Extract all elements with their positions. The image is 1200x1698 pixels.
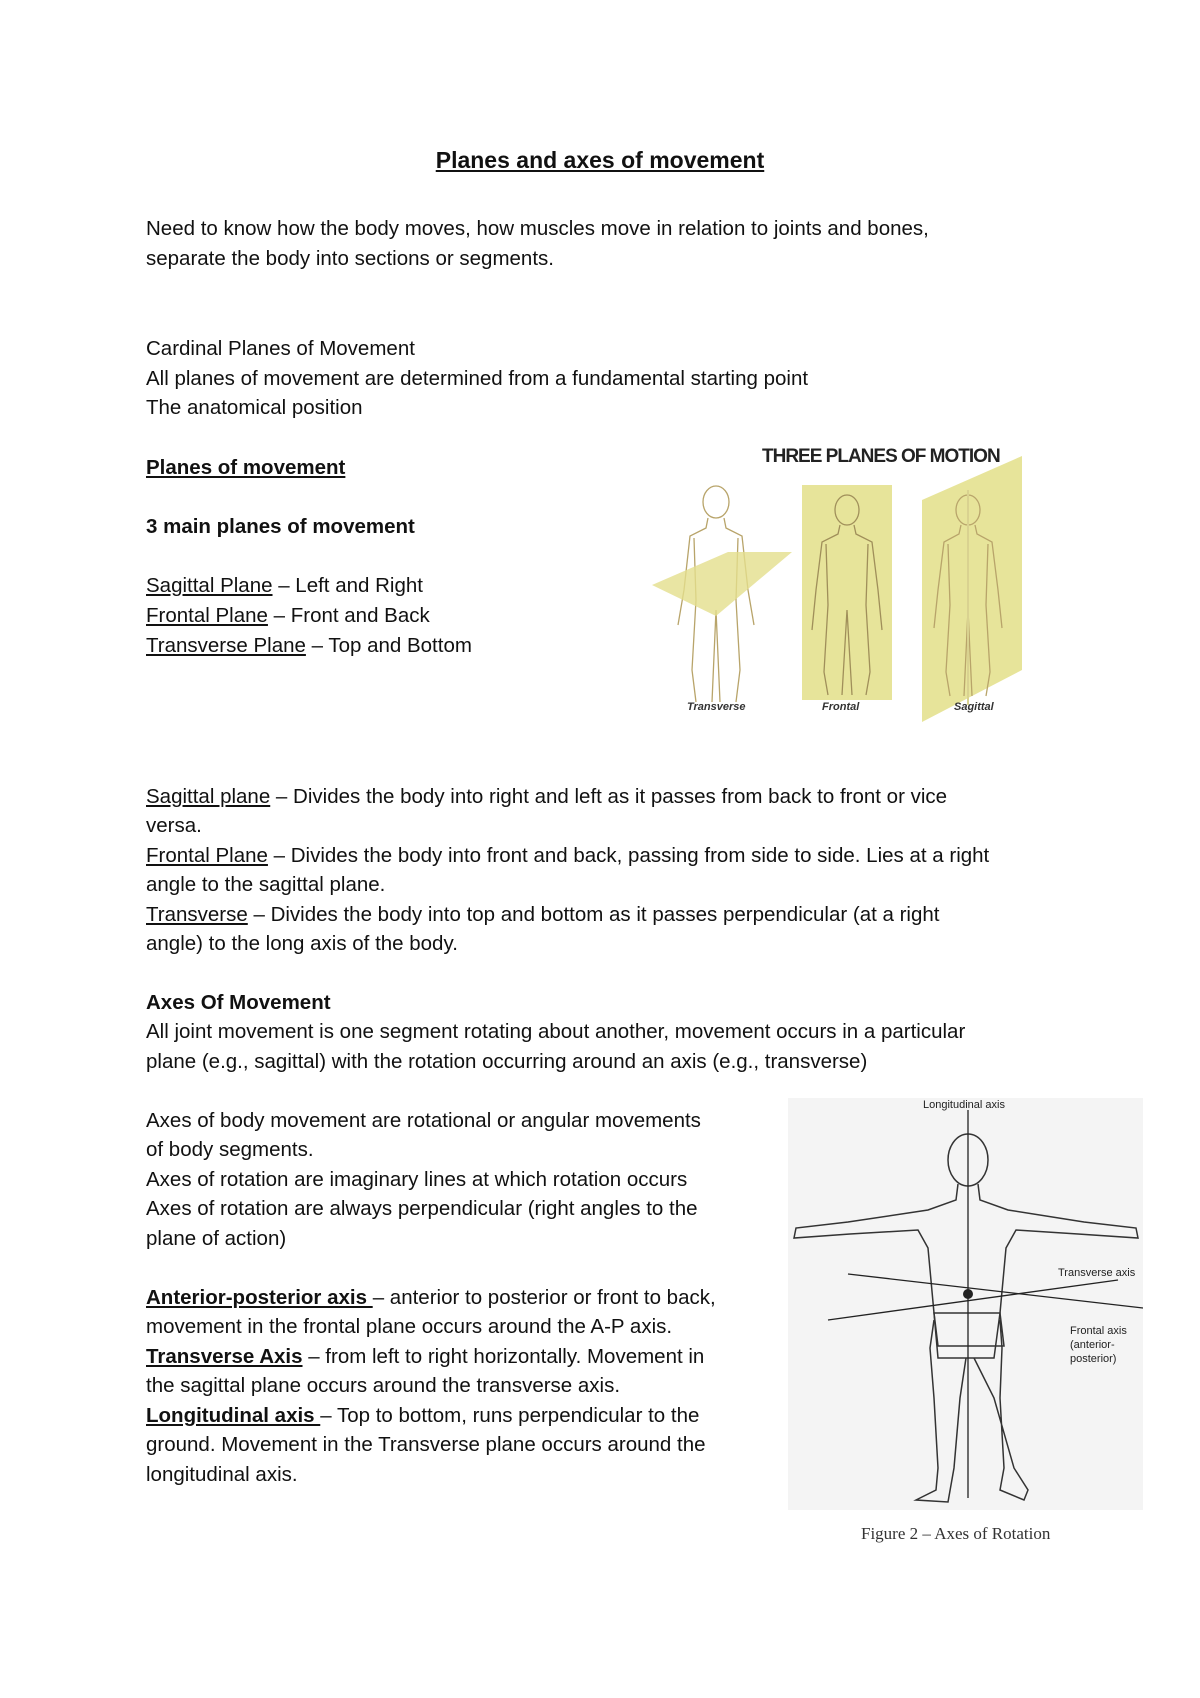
axes-of-rotation-figure	[788, 1098, 1143, 1548]
frontal-label: Frontal	[822, 701, 860, 713]
frontal-axis-label: (anterior-	[1070, 1339, 1115, 1351]
figure1-title: THREE PLANES OF MOTION	[762, 446, 1000, 467]
axis-longitudinal: Longitudinal axis – Top to bottom, runs perpendicular to the	[146, 1404, 700, 1427]
plane-list-item: Transverse Plane – Top and Bottom	[146, 634, 472, 657]
figure2-caption: Figure 2 – Axes of Rotation	[861, 1524, 1051, 1543]
axis-transverse: Transverse Axis – from left to right horizontally. Movement in	[146, 1345, 705, 1368]
definition-sagittal-cont: versa.	[146, 814, 202, 837]
axes-body-line: Axes of body movement are rotational or angular movements	[146, 1109, 701, 1132]
plane-list-item: Sagittal Plane – Left and Right	[146, 574, 423, 597]
planes-subheading: 3 main planes of movement	[146, 515, 415, 538]
longitudinal-axis-label: Longitudinal axis	[923, 1099, 1005, 1111]
three-planes-figure	[652, 440, 1032, 730]
definition-frontal: Frontal Plane – Divides the body into front and back, passing from side to side. Lies at a right	[146, 844, 990, 867]
frontal-axis-label: posterior)	[1070, 1353, 1117, 1365]
definition-transverse: Transverse – Divides the body into top and bottom as it passes perpendicular (at a right	[146, 903, 940, 926]
cardinal-heading: Cardinal Planes of Movement	[146, 337, 415, 360]
axes-body-line: plane of action)	[146, 1227, 287, 1250]
axes-body-line: of body segments.	[146, 1138, 314, 1161]
transverse-axis-label: Transverse axis	[1058, 1267, 1136, 1279]
axes-intro-line-1: All joint movement is one segment rotating about another, movement occurs in a particular	[146, 1020, 966, 1043]
axis-longitudinal-cont: longitudinal axis.	[146, 1463, 298, 1486]
definition-sagittal: Sagittal plane – Divides the body into right and left as it passes from back to front or vice	[146, 785, 948, 808]
sagittal-label: Sagittal	[954, 701, 994, 713]
cardinal-line-2: The anatomical position	[146, 396, 363, 419]
frontal-axis-label: Frontal axis	[1070, 1325, 1127, 1337]
intro-line-2: separate the body into sections or segments.	[146, 247, 554, 270]
intro-line-1: Need to know how the body moves, how muscles move in relation to joints and bones,	[146, 217, 929, 240]
transverse-plane	[652, 552, 792, 616]
definition-frontal-cont: angle to the sagittal plane.	[146, 873, 386, 896]
definition-transverse-cont: angle) to the long axis of the body.	[146, 932, 458, 955]
planes-heading: Planes of movement	[146, 456, 346, 479]
axes-intro-line-2: plane (e.g., sagittal) with the rotation occurring around an axis (e.g., transverse)	[146, 1050, 868, 1073]
axis-longitudinal-cont: ground. Movement in the Transverse plane occurs around the	[146, 1433, 706, 1456]
cardinal-line-1: All planes of movement are determined from a fundamental starting point	[146, 367, 809, 390]
plane-list-item: Frontal Plane – Front and Back	[146, 604, 430, 627]
axes-body-line: Axes of rotation are imaginary lines at which rotation occurs	[146, 1168, 688, 1191]
axes-heading: Axes Of Movement	[146, 991, 331, 1014]
transverse-label: Transverse	[687, 701, 746, 713]
page-title: Planes and axes of movement	[435, 147, 765, 173]
axis-transverse-cont: the sagittal plane occurs around the transverse axis.	[146, 1374, 621, 1397]
axis-anterior-posterior: Anterior-posterior axis – anterior to posterior or front to back,	[146, 1286, 716, 1309]
axis-anterior-posterior-cont: movement in the frontal plane occurs around the A-P axis.	[146, 1315, 673, 1338]
axes-body-line: Axes of rotation are always perpendicular (right angles to the	[146, 1197, 698, 1220]
